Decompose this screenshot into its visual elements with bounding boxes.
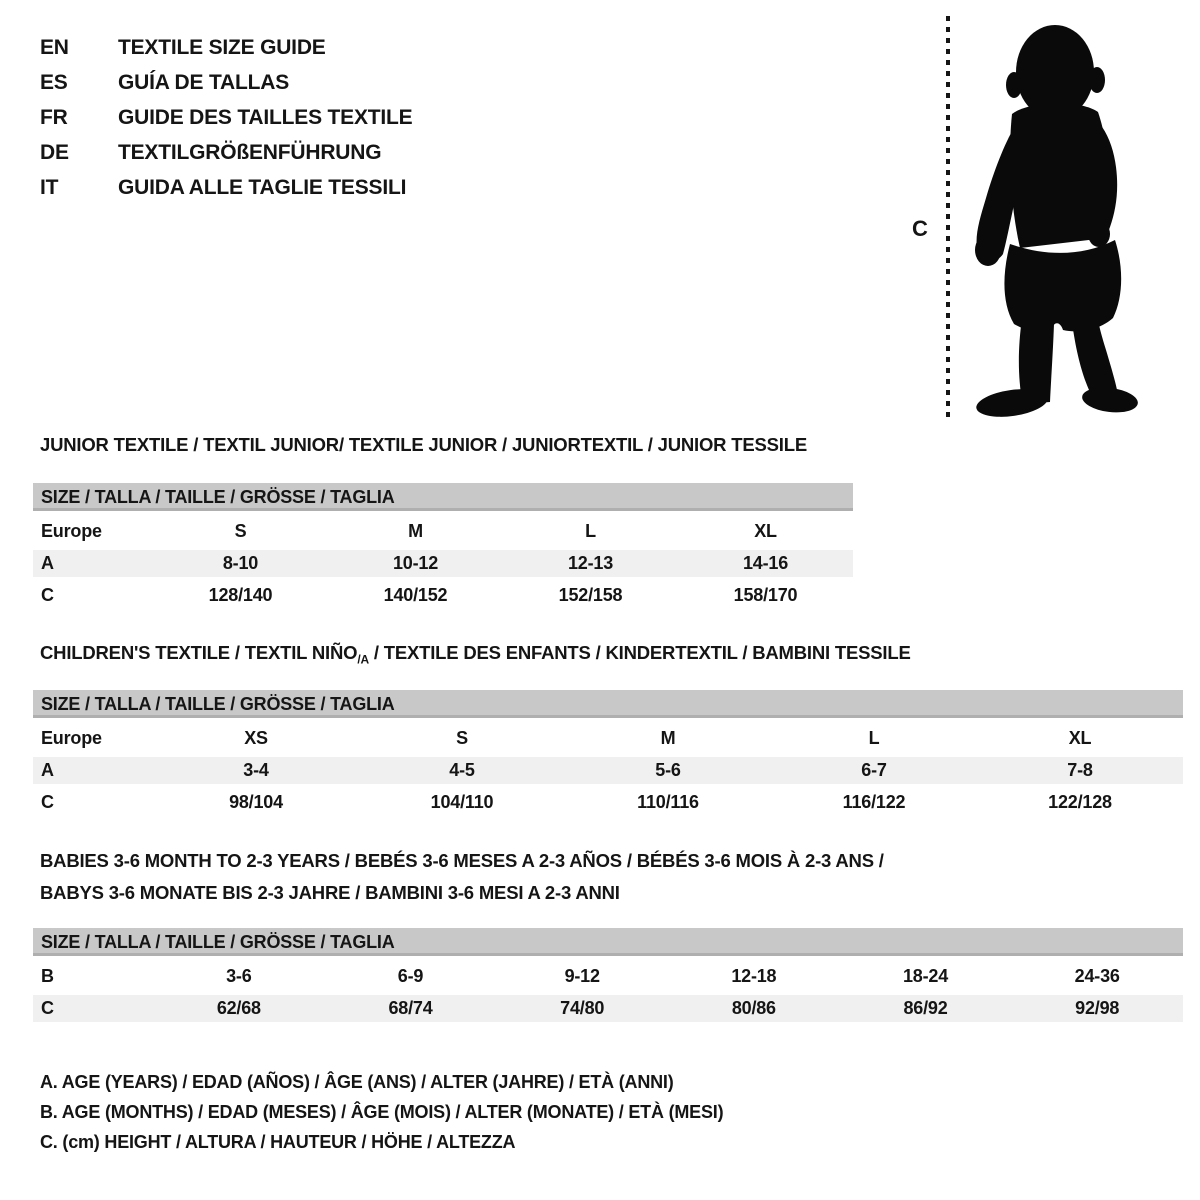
table-cell: 128/140	[208, 585, 273, 605]
heading-subscript: /A	[357, 652, 369, 667]
table-cell: 9-12	[564, 966, 600, 986]
table-cell: 140/152	[383, 585, 448, 605]
table-cell: 86/92	[903, 998, 948, 1018]
language-list	[40, 30, 412, 205]
language-title: GUIDA ALLE TAGLIE TESSILI	[118, 176, 407, 199]
table-cell: 80/86	[731, 998, 776, 1018]
junior-size-table	[33, 483, 853, 614]
table-cell: 5-6	[655, 760, 681, 780]
row-label: C	[41, 585, 54, 605]
table-cell: 4-5	[449, 760, 475, 780]
row-label: B	[41, 966, 54, 986]
table-cell: 122/128	[1048, 792, 1112, 812]
children-size-table	[33, 690, 1183, 821]
table-cell: 14-16	[742, 553, 789, 573]
language-row-fr	[40, 100, 412, 135]
table-row	[33, 550, 853, 577]
table-cell: 116/122	[842, 792, 906, 812]
language-code: DE	[40, 141, 69, 164]
table-cell: 98/104	[229, 792, 283, 812]
table-cell: 8-10	[222, 553, 259, 573]
table-cell: 92/98	[1075, 998, 1120, 1018]
language-row-de	[40, 135, 412, 170]
table-cell: 62/68	[216, 998, 261, 1018]
table-cell: 10-12	[392, 553, 439, 573]
size-header-bar: SIZE / TALLA / TAILLE / GRÖSSE / TAGLIA	[33, 483, 853, 511]
table-cell: S	[234, 521, 247, 541]
table-cell: 3-6	[226, 966, 252, 986]
language-code: IT	[40, 176, 59, 199]
height-measure-label: C	[912, 216, 928, 241]
babies-section-heading-line1: BABIES 3-6 MONTH TO 2-3 YEARS / BEBÉS 3-6 MESES A 2-3 AÑOS / BÉBÉS 3-6 MOIS À 2-3 ANS /	[40, 850, 884, 871]
language-title: GUÍA DE TALLAS	[118, 71, 290, 94]
toddler-silhouette-image	[960, 12, 1150, 422]
table-cell: 74/80	[560, 998, 605, 1018]
table-cell: XL	[1068, 728, 1092, 748]
table-row	[33, 789, 1183, 816]
table-cell: 24-36	[1074, 966, 1120, 986]
table-cell: 104/110	[430, 792, 494, 812]
table-cell: M	[660, 728, 676, 748]
table-cell: 158/170	[733, 585, 798, 605]
height-measure-dashed-line	[946, 16, 950, 418]
babies-section-heading-line2: BABYS 3-6 MONATE BIS 2-3 JAHRE / BAMBINI 3-6 MESI A 2-3 ANNI	[40, 882, 620, 903]
table-row	[33, 582, 853, 609]
heading-text: CHILDREN'S TEXTILE / TEXTIL NIÑO	[40, 642, 358, 663]
table-cell: 68/74	[388, 998, 433, 1018]
language-row-es	[40, 65, 412, 100]
table-cell: L	[868, 728, 880, 748]
size-header-bar: SIZE / TALLA / TAILLE / GRÖSSE / TAGLIA	[33, 928, 1183, 956]
table-cell: 18-24	[903, 966, 949, 986]
size-header-bar: SIZE / TALLA / TAILLE / GRÖSSE / TAGLIA	[33, 690, 1183, 718]
table-cell: 6-9	[397, 966, 424, 986]
row-label: C	[41, 792, 54, 812]
table-cell: 6-7	[861, 760, 887, 780]
row-label: Europe	[41, 728, 102, 748]
row-label: C	[41, 998, 54, 1018]
row-label: Europe	[41, 521, 102, 541]
table-row	[33, 518, 853, 545]
language-row-it	[40, 170, 412, 205]
table-cell: 12-13	[567, 553, 614, 573]
table-cell: 3-4	[243, 760, 269, 780]
junior-section-heading: JUNIOR TEXTILE / TEXTIL JUNIOR/ TEXTILE JUNIOR / JUNIORTEXTIL / JUNIOR TESSILE	[40, 434, 807, 455]
table-row	[33, 963, 1183, 990]
table-cell: 7-8	[1067, 760, 1093, 780]
table-cell: 110/116	[637, 792, 699, 812]
language-title: TEXTILGRÖßENFÜHRUNG	[118, 141, 382, 164]
footnote-age-months: B. AGE (MONTHS) / EDAD (MESES) / ÂGE (MOIS) / ALTER (MONATE) / ETÀ (MESI)	[40, 1102, 724, 1122]
language-title: GUIDE DES TAILLES TEXTILE	[118, 106, 413, 129]
language-code: FR	[40, 106, 68, 129]
heading-text: / TEXTILE DES ENFANTS / KINDERTEXTIL / BAMBINI TESSILE	[368, 642, 911, 663]
footnote-height-cm: C. (cm) HEIGHT / ALTURA / HAUTEUR / HÖHE / ALTEZZA	[40, 1132, 516, 1152]
table-cell: M	[408, 521, 423, 541]
babies-size-table	[33, 928, 1183, 1027]
footnote-age-years: A. AGE (YEARS) / EDAD (AÑOS) / ÂGE (ANS) / ALTER (JAHRE) / ETÀ (ANNI)	[40, 1072, 674, 1092]
row-label: A	[41, 760, 54, 780]
table-cell: L	[585, 521, 596, 541]
language-row-en	[40, 30, 412, 65]
table-row	[33, 757, 1183, 784]
table-cell: XL	[754, 521, 777, 541]
table-cell: XS	[244, 728, 268, 748]
language-code: EN	[40, 36, 69, 59]
table-cell: S	[456, 728, 468, 748]
language-title: TEXTILE SIZE GUIDE	[118, 36, 326, 59]
table-cell: 152/158	[558, 585, 623, 605]
language-code: ES	[40, 71, 68, 94]
children-section-heading	[40, 642, 911, 667]
table-cell: 12-18	[731, 966, 777, 986]
row-label: A	[41, 553, 54, 573]
table-row	[33, 995, 1183, 1022]
table-row	[33, 725, 1183, 752]
